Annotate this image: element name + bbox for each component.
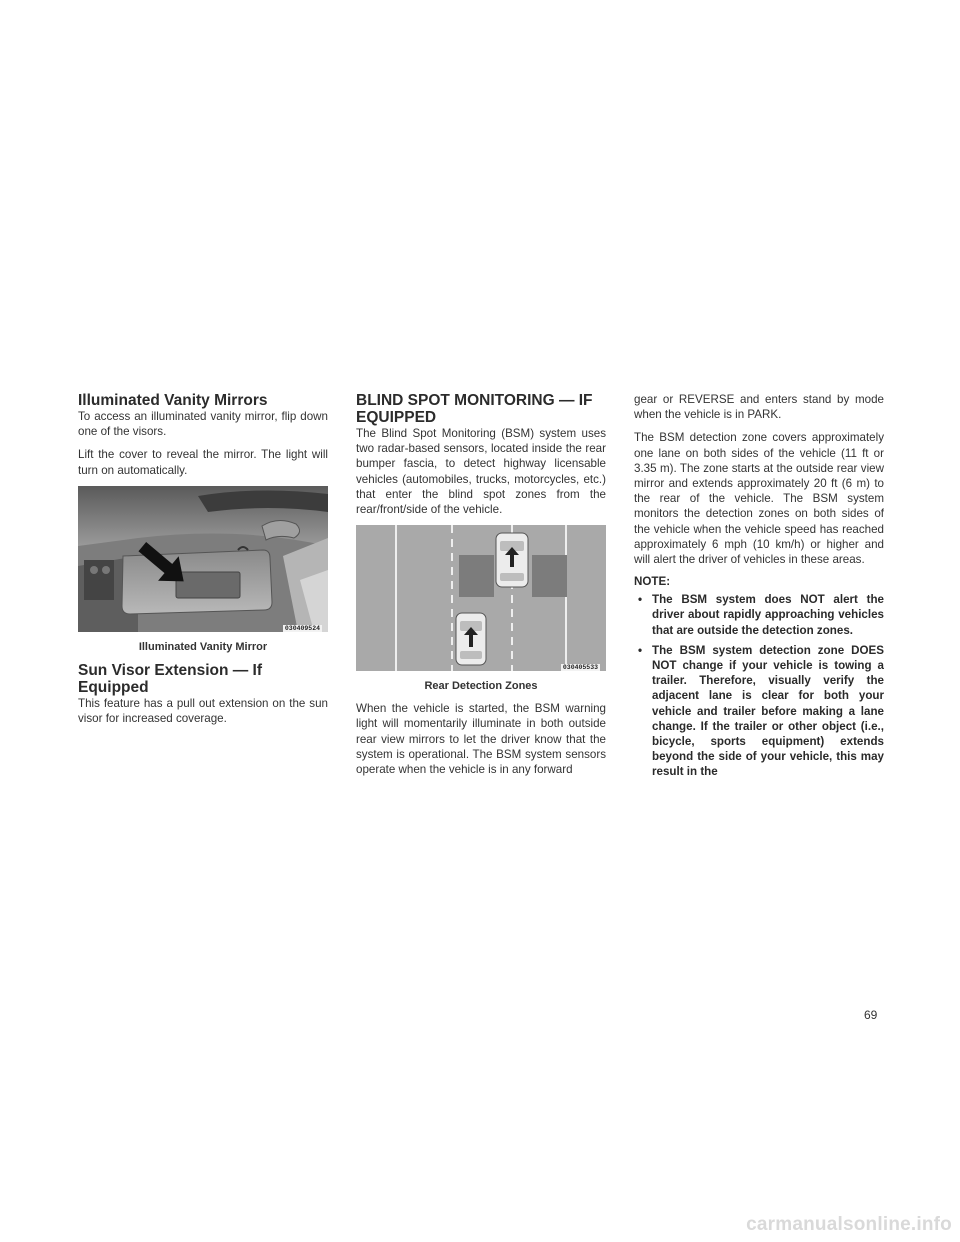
paragraph: To access an illuminated vanity mirror, flip down one of the visors.	[78, 410, 328, 439]
column-middle	[356, 392, 606, 785]
column-left	[78, 392, 328, 734]
paragraph: The Blind Spot Monitoring (BSM) system uses two radar-based sensors, located inside the rear bumper fascia, to detect highway licensable vehicles (automobiles, trucks, motorcycles, etc.) that enter the blind spot zones from the rear/front/side of the vehicle.	[356, 427, 606, 517]
car-top-icon	[496, 533, 528, 587]
note-list	[634, 592, 884, 779]
note-item	[634, 643, 884, 780]
rear-detection-zones-diagram	[356, 525, 606, 671]
heading-sun-visor-extension: Sun Visor Extension — If Equipped	[78, 661, 263, 696]
page-number: 69	[864, 1008, 878, 1022]
figure-code: 030405533	[562, 664, 598, 672]
figure-vanity-mirror	[78, 486, 328, 637]
note-item	[634, 592, 884, 638]
column-right	[634, 392, 884, 785]
paragraph: This feature has a pull out extension on the sun visor for increased coverage.	[78, 696, 328, 726]
note-label: NOTE:	[634, 575, 671, 589]
paragraph: Lift the cover to reveal the mirror. The light will turn on automatically.	[78, 448, 328, 477]
figure-caption: Rear Detection Zones	[424, 680, 538, 693]
paragraph: The BSM detection zone covers approximately one lane on both sides of the vehicle (11 ft or 3.35 m). The zone starts at the outside rear view mirror and extends approximately 20 ft (6 m) to the rear of the vehicle. The BSM system monitors the detection zones on both sides of the vehicle when the vehicle speed has reached approximately 6 mph (10 km/h) or higher and will alert the driver of vehicles in these areas.	[634, 431, 884, 567]
figure-code: 030409524	[284, 624, 320, 632]
watermark: carmanualsonline.info	[746, 1214, 952, 1235]
figure-caption: Illuminated Vanity Mirror	[138, 640, 268, 653]
bullet-icon: •	[638, 643, 643, 657]
bullet-icon: •	[638, 593, 643, 607]
figure-rear-detection-zones	[356, 525, 606, 676]
car-bottom-icon	[456, 613, 486, 665]
heading-blind-spot-monitoring: BLIND SPOT MONITORING — IF EQUIPPED	[356, 392, 593, 426]
note-text: The BSM system does NOT alert the driver about rapidly approaching vehicles that are outside the detection zones.	[652, 593, 884, 637]
note-text: The BSM system detection zone DOES NOT change if your vehicle is towing a trailer. Therefore, visually verify the adjacent lane is clear for both your vehicle and trailer before making a lane change. If the trailer or other object (i.e., bicycle, sports equipment) extends beyond the side of your vehicle, this may result in the	[652, 643, 884, 779]
paragraph: When the vehicle is started, the BSM warning light will momentarily illuminate in both outside rear view mirrors to let the driver know that the system is operational. The BSM system sensors operate when the vehicle is in any forward	[356, 702, 606, 777]
heading-illuminated-vanity-mirrors: Illuminated Vanity Mirrors	[78, 392, 268, 409]
paragraph: gear or REVERSE and enters stand by mode when the vehicle is in PARK.	[634, 393, 884, 422]
vanity-mirror-illustration	[78, 486, 328, 632]
